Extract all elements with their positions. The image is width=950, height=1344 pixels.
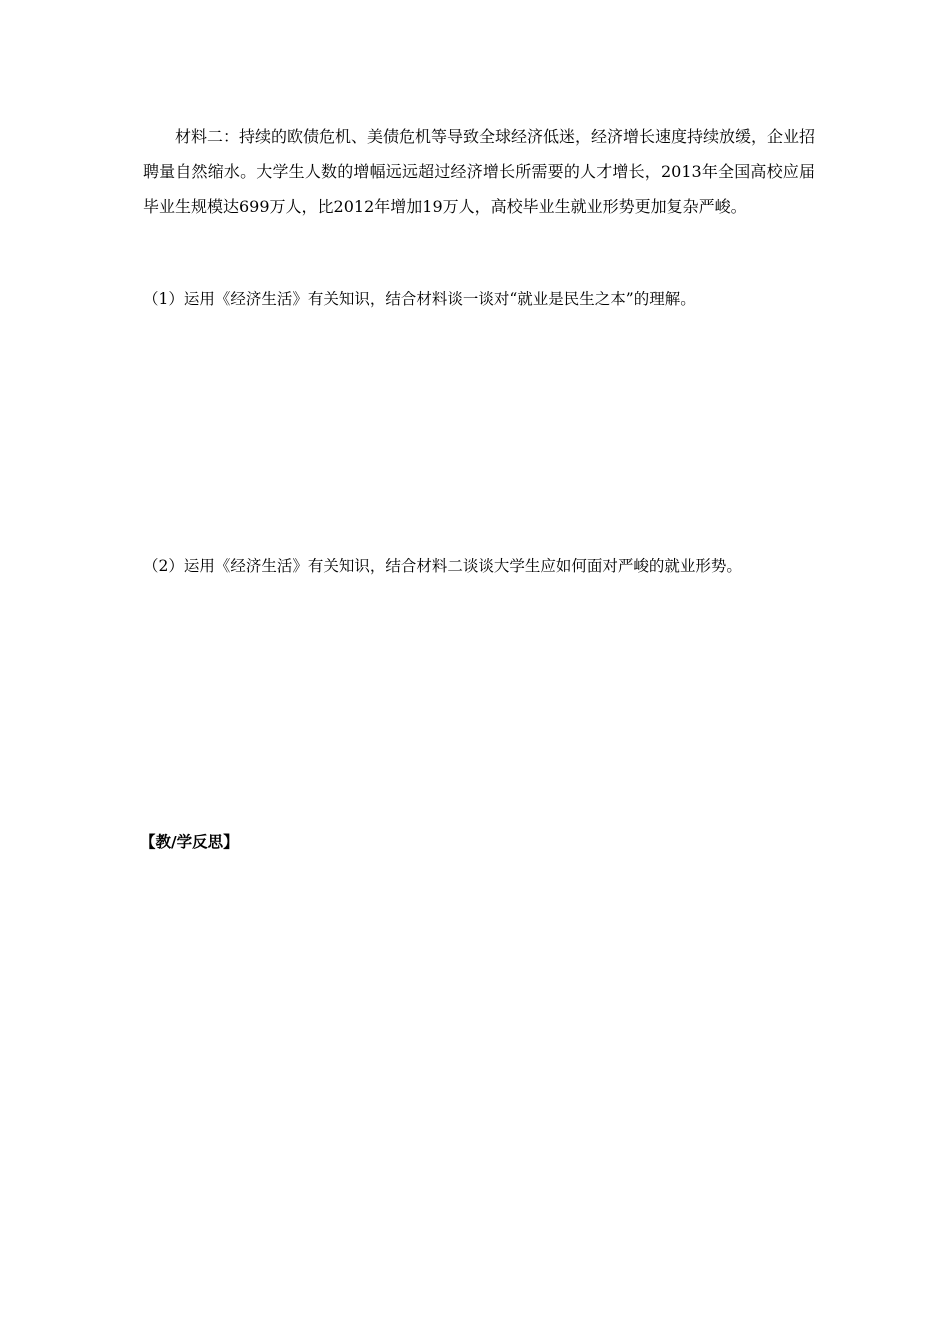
material-two-paragraph: 材料二：持续的欧债危机、美债危机等导致全球经济低迷，经济增长速度持续放缓，企业招聘量自然缩水。大学生人数的增幅远远超过经济增长所需要的人才增长，2013年全国高校应届毕业生规模达699万人，比2012年增加19万人，高校毕业生就业形势更加复杂严峻。 (143, 127, 816, 216)
reflection-heading: 【教/学反思】 (140, 833, 239, 851)
question-2: （2）运用《经济生活》有关知识，结合材料二谈谈大学生应如何面对严峻的就业形势。 (143, 557, 742, 575)
question-1: （1）运用《经济生活》有关知识，结合材料谈一谈对“就业是民生之本”的理解。 (143, 290, 696, 308)
